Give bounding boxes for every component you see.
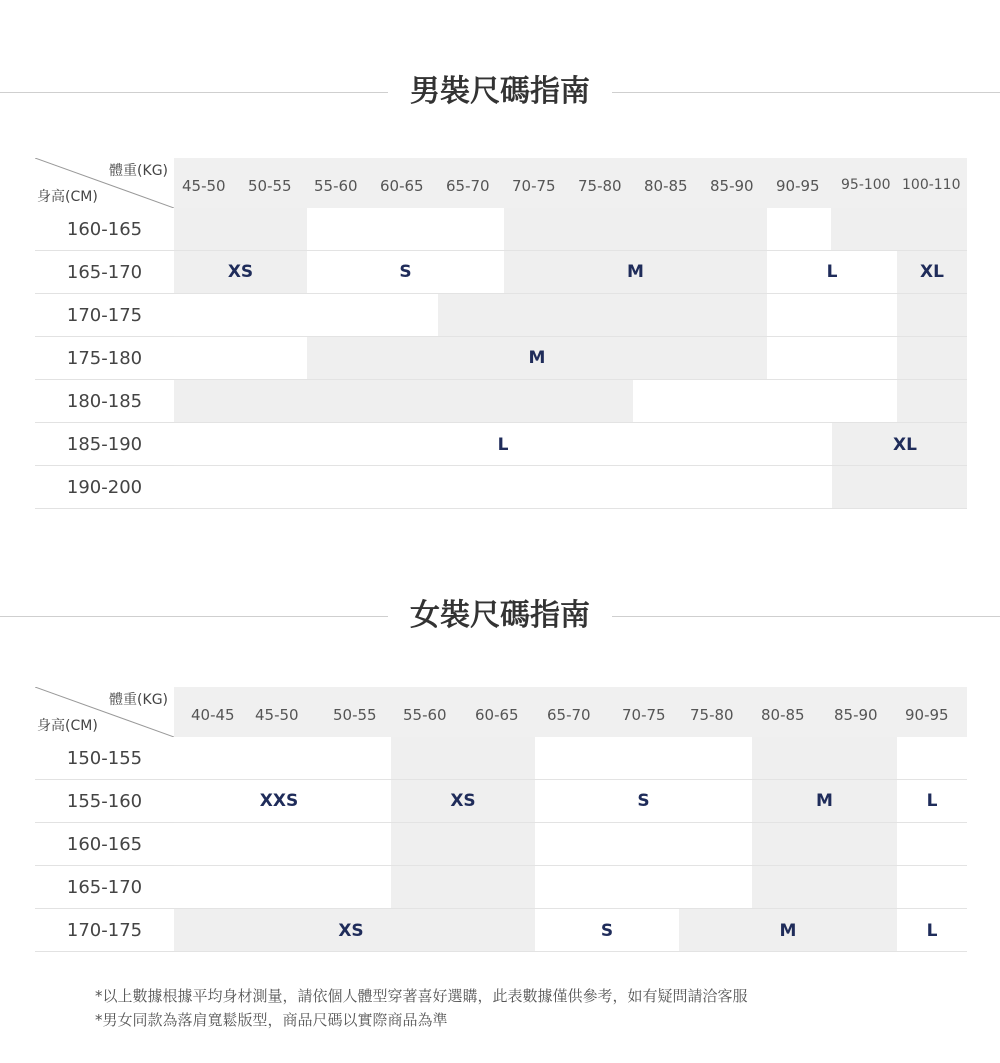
weight-col: 70-75 <box>622 706 666 724</box>
height-row-label: 170-175 <box>35 294 174 337</box>
weight-col: 80-85 <box>761 706 805 724</box>
divider-line <box>612 616 1000 617</box>
row-divider <box>174 465 967 466</box>
row-divider <box>174 822 967 823</box>
height-row-label: 155-160 <box>35 780 174 823</box>
footnote: *男女同款為落肩寬鬆版型，商品尺碼以實際商品為準 <box>95 1011 448 1029</box>
weight-col: 75-80 <box>690 706 734 724</box>
size-label: M <box>779 921 797 941</box>
size-label: S <box>637 791 650 811</box>
size-label: XL <box>920 262 944 282</box>
size-label: S <box>600 921 614 941</box>
size-block-m <box>438 294 767 337</box>
size-label: M <box>528 348 546 368</box>
weight-col: 55-60 <box>314 177 358 195</box>
size-block-s <box>174 337 307 380</box>
row-divider <box>174 336 967 337</box>
size-block-s <box>535 737 752 909</box>
weight-col: 75-80 <box>578 177 622 195</box>
height-row-label: 160-165 <box>35 208 174 251</box>
weight-col: 100-110 <box>902 177 961 193</box>
size-label: S <box>399 262 412 282</box>
size-block-xl-top <box>831 208 967 251</box>
size-label: M <box>816 791 833 811</box>
size-block-m <box>174 380 633 423</box>
weight-col: 45-50 <box>182 177 226 195</box>
height-row-label: 180-185 <box>35 380 174 423</box>
men-section-title <box>0 72 1000 112</box>
weight-col: 90-95 <box>776 177 820 195</box>
corner-weight-label: 體重(KG) <box>109 163 168 179</box>
size-label: XS <box>227 262 254 282</box>
height-row-label: 175-180 <box>35 337 174 380</box>
size-label: XS <box>450 791 476 811</box>
size-block-xl <box>897 337 967 380</box>
height-row-label: 160-165 <box>35 823 174 866</box>
size-label: XS <box>338 921 364 941</box>
men-size-table <box>35 158 967 508</box>
weight-col: 65-70 <box>446 177 490 195</box>
size-label: XL <box>893 435 917 455</box>
weight-col: 55-60 <box>403 706 447 724</box>
women-corner-cell <box>35 687 174 737</box>
row-divider <box>174 508 967 509</box>
size-label: L <box>926 921 938 941</box>
size-block-l <box>897 737 967 909</box>
men-corner-cell <box>35 158 174 208</box>
size-block-xl <box>897 380 967 423</box>
row-divider <box>174 250 967 251</box>
height-row-label: 185-190 <box>35 423 174 466</box>
size-label: L <box>926 791 938 811</box>
height-row-label: 165-170 <box>35 251 174 294</box>
height-row-label: 150-155 <box>35 737 174 780</box>
row-divider <box>174 379 967 380</box>
size-block-l <box>633 380 897 423</box>
corner-weight-label: 體重(KG) <box>109 692 168 708</box>
row-divider <box>174 908 967 909</box>
height-row-label: 190-200 <box>35 466 174 509</box>
women-title: 女裝尺碼指南 <box>410 598 590 633</box>
women-size-table <box>35 687 967 951</box>
size-block-l <box>767 294 897 337</box>
height-row-label: 170-175 <box>35 909 174 952</box>
corner-height-label: 身高(CM) <box>37 189 98 205</box>
row-divider <box>174 293 967 294</box>
weight-col: 90-95 <box>905 706 949 724</box>
men-title: 男裝尺碼指南 <box>410 74 590 109</box>
row-divider <box>174 951 967 952</box>
corner-height-label: 身高(CM) <box>37 718 98 734</box>
footnote: *以上數據根據平均身材測量，請依個人體型穿著喜好選購，此表數據僅供參考，如有疑問請洽客服 <box>95 987 748 1005</box>
weight-col: 80-85 <box>644 177 688 195</box>
weight-col: 70-75 <box>512 177 556 195</box>
row-divider <box>174 422 967 423</box>
weight-col: 95-100 <box>841 177 891 193</box>
size-label: L <box>826 262 838 282</box>
weight-col: 50-55 <box>333 706 377 724</box>
size-label: L <box>497 435 509 455</box>
weight-col: 45-50 <box>255 706 299 724</box>
weight-col: 85-90 <box>710 177 754 195</box>
size-block-m <box>752 737 897 909</box>
divider-line <box>612 92 1000 93</box>
row-divider <box>174 779 967 780</box>
size-block-xxs <box>174 737 391 909</box>
weight-col: 65-70 <box>547 706 591 724</box>
size-block-xl <box>897 294 967 337</box>
height-row-label: 165-170 <box>35 866 174 909</box>
weight-col: 85-90 <box>834 706 878 724</box>
row-divider <box>174 865 967 866</box>
weight-col: 40-45 <box>191 706 235 724</box>
size-label: XXS <box>259 791 299 811</box>
weight-col: 60-65 <box>380 177 424 195</box>
women-section-title <box>0 596 1000 636</box>
footnotes <box>95 984 748 1032</box>
size-block-l <box>767 337 897 380</box>
size-label: M <box>627 262 644 282</box>
weight-col: 50-55 <box>248 177 292 195</box>
size-block-s <box>174 294 438 337</box>
size-block-xs <box>391 737 535 909</box>
weight-col: 60-65 <box>475 706 519 724</box>
